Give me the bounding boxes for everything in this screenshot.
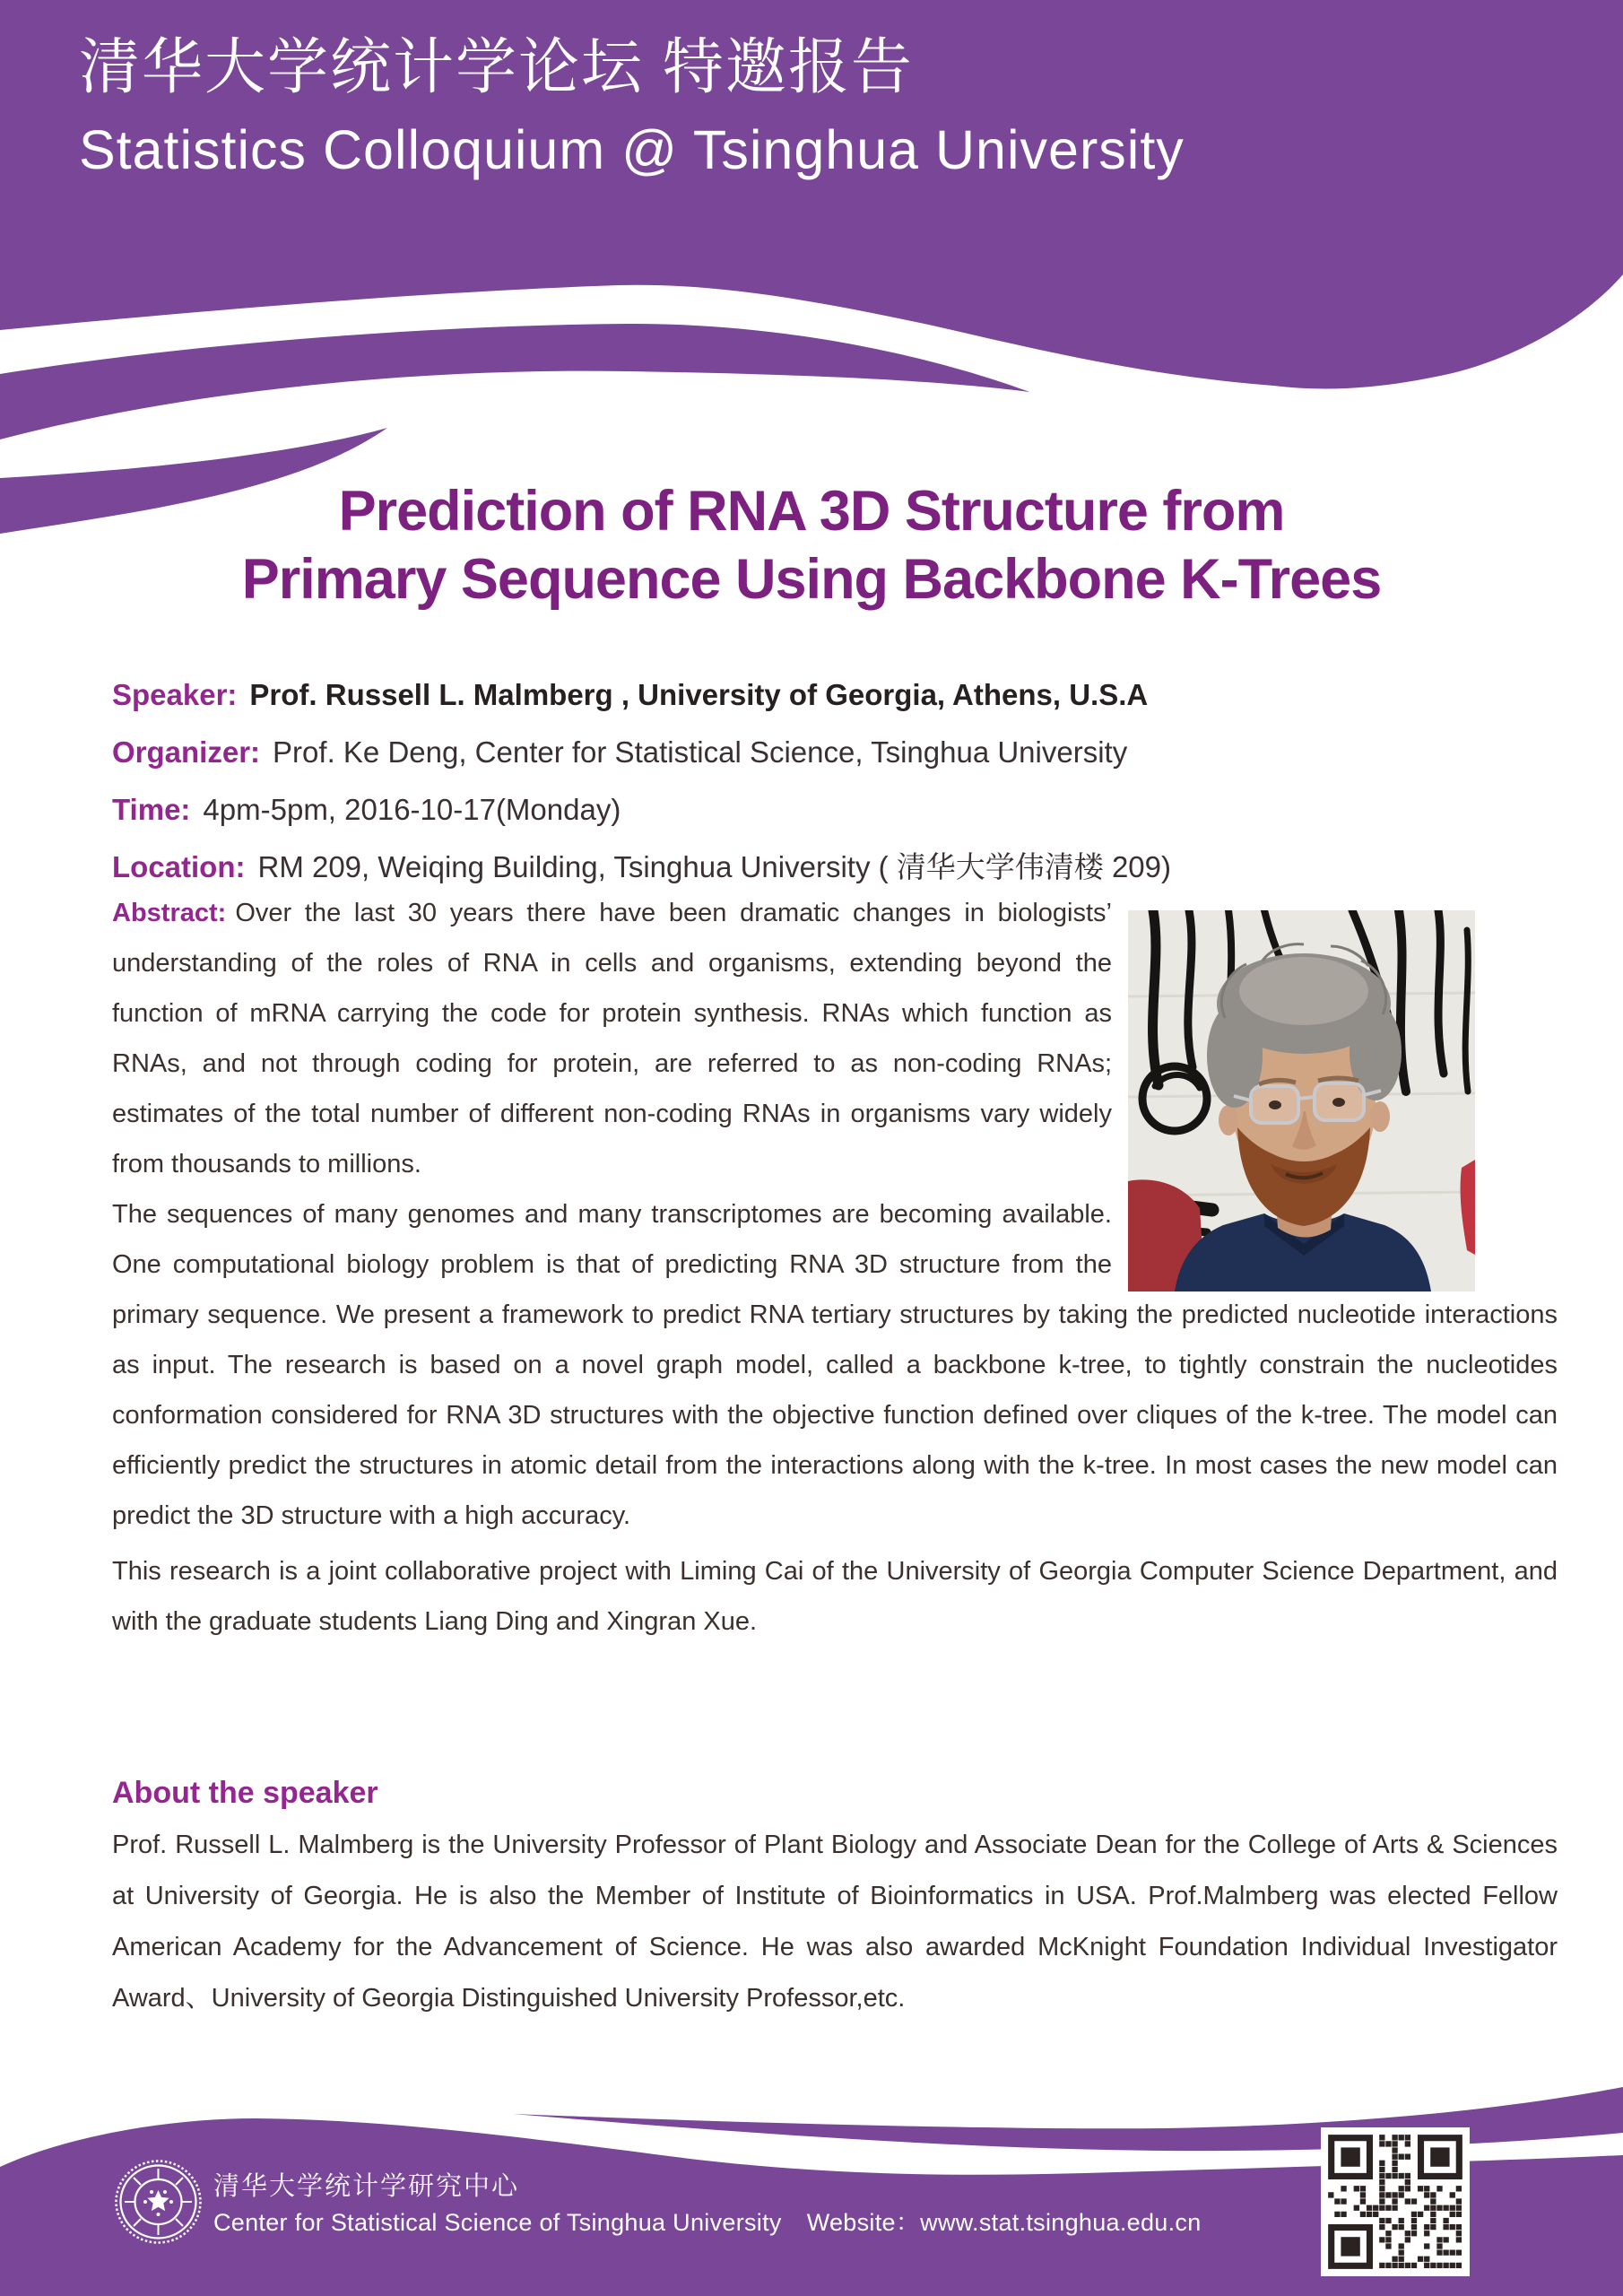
seminar-title xyxy=(0,477,1623,613)
info-row-speaker xyxy=(112,675,1565,715)
about-heading: About the speaker xyxy=(112,1776,378,1810)
footer-line-en xyxy=(213,2203,1202,2238)
location-label: Location: xyxy=(112,850,246,883)
header xyxy=(79,33,1185,181)
organizer-value: Prof. Ke Deng, Center for Statistical Science, Tsinghua University xyxy=(273,735,1128,769)
location-value: RM 209, Weiqing Building, Tsinghua University ( 清华大学伟清楼 209) xyxy=(257,850,1171,883)
info-row-organizer xyxy=(112,733,1565,772)
info-row-location xyxy=(112,848,1565,887)
info-row-time xyxy=(112,790,1565,830)
header-title-en: Statistics Colloquium @ Tsinghua University xyxy=(79,119,1185,181)
tsinghua-logo-icon xyxy=(113,2158,204,2246)
abstract-p1-text: Over the last 30 years there have been dramatic changes in biologists’ understanding of the roles of RNA in cells and organisms, extending beyond the function of mRNA carrying the code for protein synthesis. RNAs which function as RNAs, and not through coding for protein, are referred to as non-coding RNAs; estimates of the total number of different non-coding RNAs in organisms vary widely from thousands to millions. xyxy=(112,899,1112,1178)
seminar-title-line2: Primary Sequence Using Backbone K-Trees xyxy=(241,548,1382,611)
about-body: Prof. Russell L. Malmberg is the University Professor of Plant Biology and Associate Dean for the College of Arts & Sciences at University of Georgia. He is also the Member of Institute of Bioinformatics in USA. Prof.Malmberg was elected Fellow American Academy for the Advancement of Science. He was also awarded McKnight Foundation Individual Investigator Award、University of Georgia Distinguished University Professor,etc. xyxy=(112,1831,1558,2013)
organizer-label: Organizer: xyxy=(112,735,261,769)
seminar-title-line1: Prediction of RNA 3D Structure from xyxy=(338,480,1285,543)
time-value: 4pm-5pm, 2016-10-17(Monday) xyxy=(203,793,621,826)
footer-org-name-zh: 清华大学统计学研究中心 xyxy=(213,2172,520,2201)
speaker-label: Speaker: xyxy=(112,678,238,711)
abstract-label: Abstract: xyxy=(112,899,227,927)
website-label: Website： xyxy=(806,2209,921,2236)
qr-code xyxy=(1321,2127,1470,2276)
time-label: Time: xyxy=(112,793,191,826)
footer-org-name-en: Center for Statistical Science of Tsinghua University xyxy=(213,2209,782,2236)
abstract-paragraph-3: This research is a joint collaborative project with Liming Cai of the University of Georgia Computer Science Department, and with the graduate students Liang Ding and Xingran Xue. xyxy=(112,1557,1558,1636)
footer-website xyxy=(807,2209,1202,2236)
website-link[interactable]: www.stat.tsinghua.edu.cn xyxy=(920,2209,1202,2236)
speaker-value: Prof. Russell L. Malmberg , University of Georgia, Athens, U.S.A xyxy=(249,678,1149,711)
speaker-photo xyxy=(1128,910,1475,1292)
header-title-zh: 清华大学统计学论坛 特邀报告 xyxy=(79,33,914,101)
abstract-paragraph-2: The sequences of many genomes and many transcriptomes are becoming available. One computational biology problem is that of predicting RNA 3D structure from the primary sequence. We present a framework to predict RNA tertiary structures by taking the predicted nucleotide interactions as input. The research is based on a novel graph model, called a backbone k-tree, to tightly constrain the nucleotides conformation considered for RNA 3D structures with the objective function defined over cliques of the k-tree. The model can efficiently predict the structures in atomic detail from the interactions along with the k-tree. In most cases the new model can predict the 3D structure with a high accuracy. xyxy=(112,1200,1558,1530)
